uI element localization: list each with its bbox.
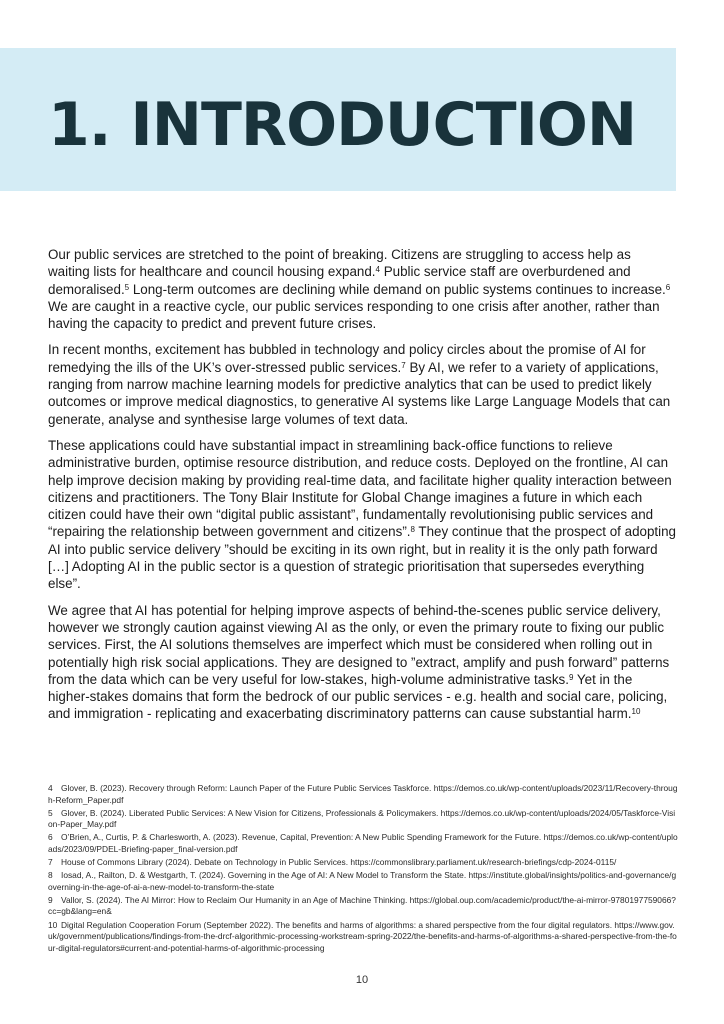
footnote-ref: 10 bbox=[631, 707, 641, 717]
footnote-number: 9 bbox=[48, 894, 53, 905]
title-banner bbox=[0, 48, 676, 191]
footnote-4 bbox=[48, 783, 678, 806]
footnote-number: 4 bbox=[48, 783, 53, 793]
footnote-text: Iosad, A., Railton, D. & Westgarth, T. (2024). Governing in the Age of AI: A New Model to Transform the State. https://institute.global/insights/politics-and-governance/governing-in-the-age-of-ai-a-new-model-to-transform-the-state bbox=[48, 870, 677, 892]
footnote-ref: 5 bbox=[124, 282, 130, 292]
footnote-9 bbox=[48, 895, 678, 918]
paragraph-2: In recent months, excitement has bubbled in technology and policy circles about the promise of AI for remedying the ills of the UK’s over-stressed public services.$^7$ By AI, we refer to a variety of applications, ranging from narrow machine learning models for predictive analytics that can be used to predict likely outcomes or improve medical diagnostics, to generative AI systems like Large Language Models that can generate, analyse and synthesise large volumes of text data. bbox=[48, 342, 671, 427]
paragraph-1: Our public services are stretched to the point of breaking. Citizens are struggling to access help as waiting lists for healthcare and council housing expand.$^4$ Public service staff are overburdened and demoralised.$^5$ Long-term outcomes are declining while demand on public systems continues to increase.$^6$ We are caught in a reactive cycle, our public services responding to one crisis after another, rather than having the capacity to predict and prevent future crises. bbox=[48, 247, 671, 332]
footnote-text: Glover, B. (2023). Recovery through Reform: Launch Paper of the Future Public Services Taskforce. https://demos.co.uk/wp-content/uploads/2023/11/Recovery-through-Reform_Paper.pdf bbox=[48, 783, 678, 805]
footnote-ref: 9 bbox=[568, 672, 574, 682]
footnote-6 bbox=[48, 832, 678, 855]
footnote-number: 10 bbox=[48, 919, 58, 930]
footnote-ref: 6 bbox=[665, 282, 671, 292]
footnote-number: 5 bbox=[48, 807, 53, 818]
footnote-number: 7 bbox=[48, 857, 53, 868]
footnote-10 bbox=[48, 920, 678, 955]
footnote-text: Digital Regulation Cooperation Forum (September 2022). The benefits and harms of algorithms: a shared perspective from the four digital regulators. https://www.gov.uk/government/publications/findings-from-the-drcf-algorithmic-processing-workstream-spring-2022/the-benefits-and-harms-of-algorithms-a-shared-perspective-from-the-four-digital-regulators#current-and-potential-harms-of-algorithmic-processing bbox=[48, 919, 677, 953]
body-text bbox=[48, 246, 676, 732]
footnotes bbox=[48, 783, 678, 956]
footnote-5 bbox=[48, 808, 678, 831]
footnote-ref: 7 bbox=[401, 360, 406, 370]
page-number: 10 bbox=[355, 974, 369, 986]
footnote-ref: 8 bbox=[410, 525, 415, 535]
paragraph-3: These applications could have substantial impact in streamlining back-office functions to relieve administrative burden, optimise resource distribution, and reduce costs. Deployed on the frontline, AI can help improve decision making by providing real-time data, and facilitate higher quality interaction between citizens and practitioners. The Tony Blair Institute for Global Change imagines a future in which each citizen could have their own “digital public assistant”, fundamentally revolutionising public services and “repairing the relationship between government and citizens”.$^8$ They continue that the prospect of adopting AI into public service delivery ”should be exciting in its own right, but in reality it is the only path forward […] Adopting AI in the public sector is a question of strategic prioritisation that supersedes everything else”. bbox=[48, 437, 677, 592]
footnote-ref: 4 bbox=[375, 265, 380, 275]
paragraph-4: We agree that AI has potential for helping improve aspects of behind-the-scenes public service delivery, however we strongly caution against viewing AI as the only, or even the primary route to fixing our public services. First, the AI solutions themselves are imperfect which must be considered when rolling out in potentially high risk social applications. They are designed to ”extract, amplify and push forward” patterns from the data which can be very useful for low-stakes, high-volume administrative tasks.$^9$ Yet in the higher-stakes domains that form the bedrock of our public services - e.g. health and social care, policing, and immigration - replicating and exacerbating discriminatory patterns can cause substantial harm.$^{10}$ bbox=[48, 602, 670, 722]
footnote-7 bbox=[48, 857, 678, 869]
footnote-text: Vallor, S. (2024). The AI Mirror: How to Reclaim Our Humanity in an Age of Machine Thinking. https://global.oup.com/academic/product/the-ai-mirror-9780197759066?cc=gb&lang=en& bbox=[48, 894, 676, 917]
page-title: 1. INTRODUCTION bbox=[48, 90, 637, 160]
footnote-text: Glover, B. (2024). Liberated Public Services: A New Vision for Citizens, Professionals & Policymakers. https://demos.co.uk/wp-content/uploads/2024/05/Taskforce-Vision-Paper_May.pdf bbox=[48, 807, 676, 830]
footnote-8 bbox=[48, 870, 678, 893]
footnote-number: 8 bbox=[48, 870, 53, 881]
footnote-text: House of Commons Library (2024). Debate on Technology in Public Services. https://commonslibrary.parliament.uk/research-briefings/cdp-2024-0115/ bbox=[61, 857, 617, 868]
footnote-number: 6 bbox=[48, 832, 53, 843]
footnote-text: O’Brien, A., Curtis, P. & Charlesworth, A. (2023). Revenue, Capital, Prevention: A New Public Spending Framework for the Future. https://demos.co.uk/wp-content/uploads/2023/09/PDEL-Briefing-paper_final-version.pdf bbox=[48, 832, 678, 854]
